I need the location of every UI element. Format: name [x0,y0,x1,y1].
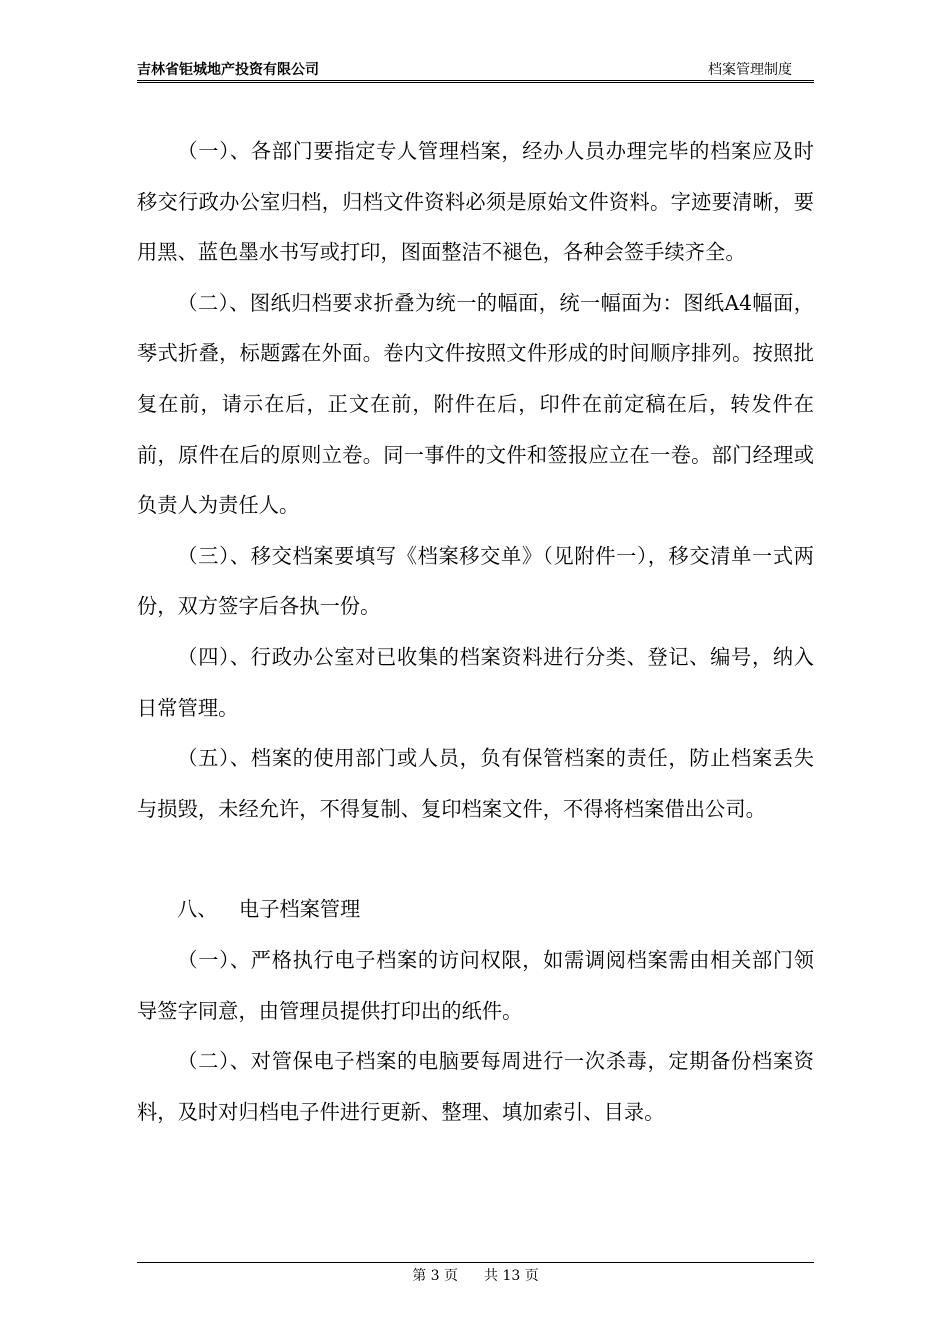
header-divider [137,80,814,83]
page-footer [137,1266,814,1286]
page-number: 第 3 页 [412,1268,459,1284]
page-total: 共 13 页 [484,1268,539,1284]
section-heading [137,884,814,935]
paragraph-7: （二）、对管保电子档案的电脑要每周进行一次杀毒，定期备份档案资料，及时对归档电子件进行更新、整理、填加索引、目录。 [137,1049,814,1124]
paragraph-4: （四）、行政办公室对已收集的档案资料进行分类、登记、编号，纳入日常管理。 [137,644,814,720]
paragraph-6: （一）、严格执行电子档案的访问权限，如需调阅档案需由相关部门领导签字同意，由管理员提供打印出的纸件。 [137,947,814,1023]
section-number: 八、 [177,897,218,922]
section-title: 电子档案管理 [239,897,361,922]
paragraph-5: （五）、档案的使用部门或人员，负有保管档案的责任，防止档案丢失与损毁，未经允许，不得复制、复印档案文件，不得将档案借出公司。 [137,746,814,821]
document-body [137,126,814,1137]
footer-divider [137,1262,814,1263]
paragraph-3: （三）、移交档案要填写《档案移交单》（见附件一），移交清单一式两份，双方签字后各执一份。 [137,543,814,619]
paragraph-2: （二）、图纸归档要求折叠为统一的幅面，统一幅面为：图纸A4幅面，琴式折叠，标题露在外面。卷内文件按照文件形成的时间顺序排列。按照批复在前，请示在后，正文在前，附件在后，印件在前定稿在后，转发件在前，原件在后的原则立卷。同一事件的文件和签报应立在一卷。部门经理或负责人为责任人。 [137,290,814,518]
header-company-name: 吉林省钜城地产投资有限公司 [137,62,319,78]
paragraph-1: （一）、各部门要指定专人管理档案，经办人员办理完毕的档案应及时移交行政办公室归档，归档文件资料必须是原始文件资料。字迹要清晰，要用黑、蓝色墨水书写或打印，图面整洁不褪色，各种会签手续齐全。 [137,139,814,265]
page-header [137,60,814,82]
header-document-title: 档案管理制度 [708,62,792,78]
